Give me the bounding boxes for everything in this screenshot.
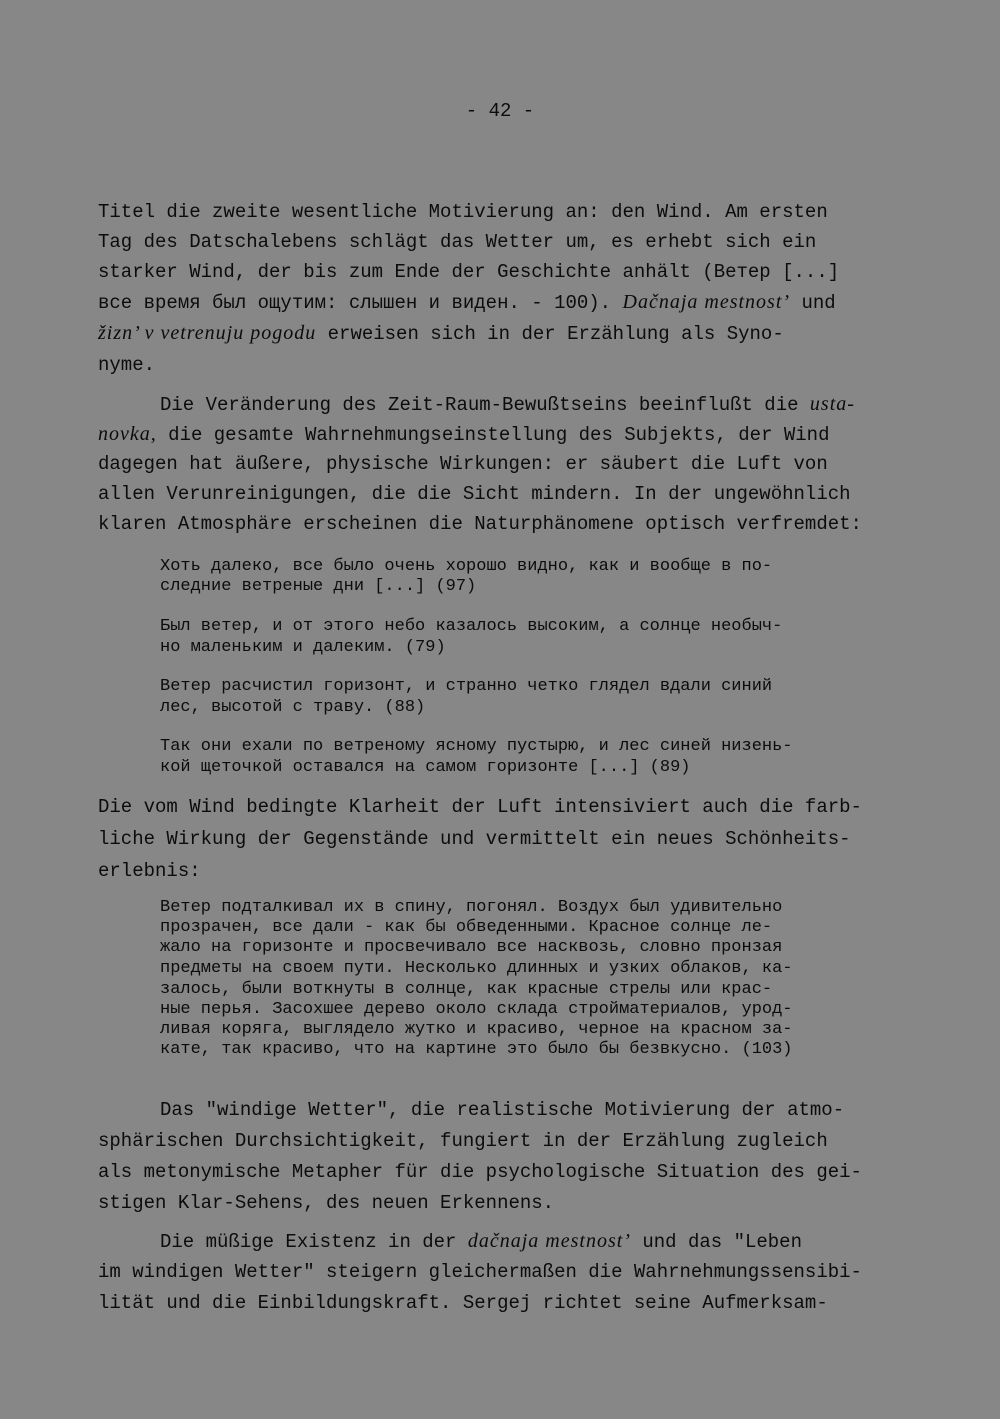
text-line: Die Veränderung des Zeit-Raum-Bewußtseins beeinflußt die usta-: [160, 393, 855, 416]
text-line: liche Wirkung der Gegenstände und vermittelt ein neues Schönheits-: [98, 828, 851, 850]
text-line: Tag des Datschalebens schlägt das Wetter um, es erhebt sich ein: [98, 231, 817, 253]
quote-line: прозрачен, все дали - как бы обведенными. Красное солнце ле-: [160, 918, 773, 937]
quote-line: кате, так красиво, что на картине это было бы безвкусно. (103): [160, 1040, 793, 1059]
text-line: Titel die zweite wesentliche Motivierung an: den Wind. Am ersten: [98, 201, 828, 223]
text-line: starker Wind, der bis zum Ende der Geschichte anhält (Ветер [...]: [98, 261, 840, 283]
text-line: Das "windige Wetter", die realistische Motivierung der atmo-: [160, 1099, 845, 1121]
quote-line: ные перья. Засохшее дерево около склада стройматериалов, урод-: [160, 1000, 793, 1019]
quote-line: но маленьким и далеким. (79): [160, 638, 446, 657]
text-line: все время был ощутим: слышен и виден. - 100). Dačnaja mestnost’ und: [98, 291, 836, 314]
text-line: nyme.: [98, 354, 156, 376]
text-line: Die müßige Existenz in der dačnaja mestnost’ und das "Leben: [160, 1230, 802, 1253]
quote-line: кой щеточкой оставался на самом горизонте [...] (89): [160, 758, 691, 777]
text-line: im windigen Wetter" steigern gleichermaßen die Wahrnehmungssensibi-: [98, 1261, 862, 1283]
text-line: als metonymische Metapher für die psychologische Situation des gei-: [98, 1161, 862, 1183]
quote-line: лес, высотой с траву. (88): [160, 698, 426, 717]
quote-line: Ветер расчистил горизонт, и странно четко глядел вдали синий: [160, 677, 773, 696]
quote-line: предметы на своем пути. Несколько длинных и узких облаков, ка-: [160, 959, 793, 978]
text-line: novka, die gesamte Wahrnehmungseinstellung des Subjekts, der Wind: [98, 423, 830, 446]
text-line: Die vom Wind bedingte Klarheit der Luft intensiviert auch die farb-: [98, 796, 862, 818]
text-line: klaren Atmosphäre erscheinen die Naturphänomene optisch verfremdet:: [98, 513, 862, 535]
text-line: allen Verunreinigungen, die die Sicht mindern. In der ungewöhnlich: [98, 483, 851, 505]
page-number: - 42 -: [465, 100, 535, 122]
quote-line: Был ветер, и от этого небо казалось высоким, а солнце необыч-: [160, 617, 783, 636]
text-line: lität und die Einbildungskraft. Sergej richtet seine Aufmerksam-: [98, 1292, 828, 1314]
quote-line: Ветер подталкивал их в спину, погонял. Воздух был удивительно: [160, 898, 783, 917]
quote-line: Хоть далеко, все было очень хорошо видно, как и вообще в по-: [160, 557, 773, 576]
text-line: stigen Klar-Sehens, des neuen Erkennens.: [98, 1192, 555, 1214]
text-line: sphärischen Durchsichtigkeit, fungiert in der Erzählung zugleich: [98, 1130, 828, 1152]
quote-line: залось, были воткнуты в солнце, как красные стрелы или крас-: [160, 980, 773, 999]
quote-line: жало на горизонте и просвечивало все насквозь, словно пронзая: [160, 938, 783, 957]
quote-line: ливая коряга, выглядело жутко и красиво, черное на красном за-: [160, 1020, 793, 1039]
quote-line: следние ветреные дни [...] (97): [160, 577, 477, 596]
text-line: dagegen hat äußere, physische Wirkungen: er säubert die Luft von: [98, 453, 828, 475]
text-line: erlebnis:: [98, 860, 201, 882]
text-line: žizn’ v vetrenuju pogodu erweisen sich in der Erzählung als Syno-: [98, 322, 784, 345]
quote-line: Так они ехали по ветреному ясному пустырю, и лес синей низень-: [160, 737, 793, 756]
